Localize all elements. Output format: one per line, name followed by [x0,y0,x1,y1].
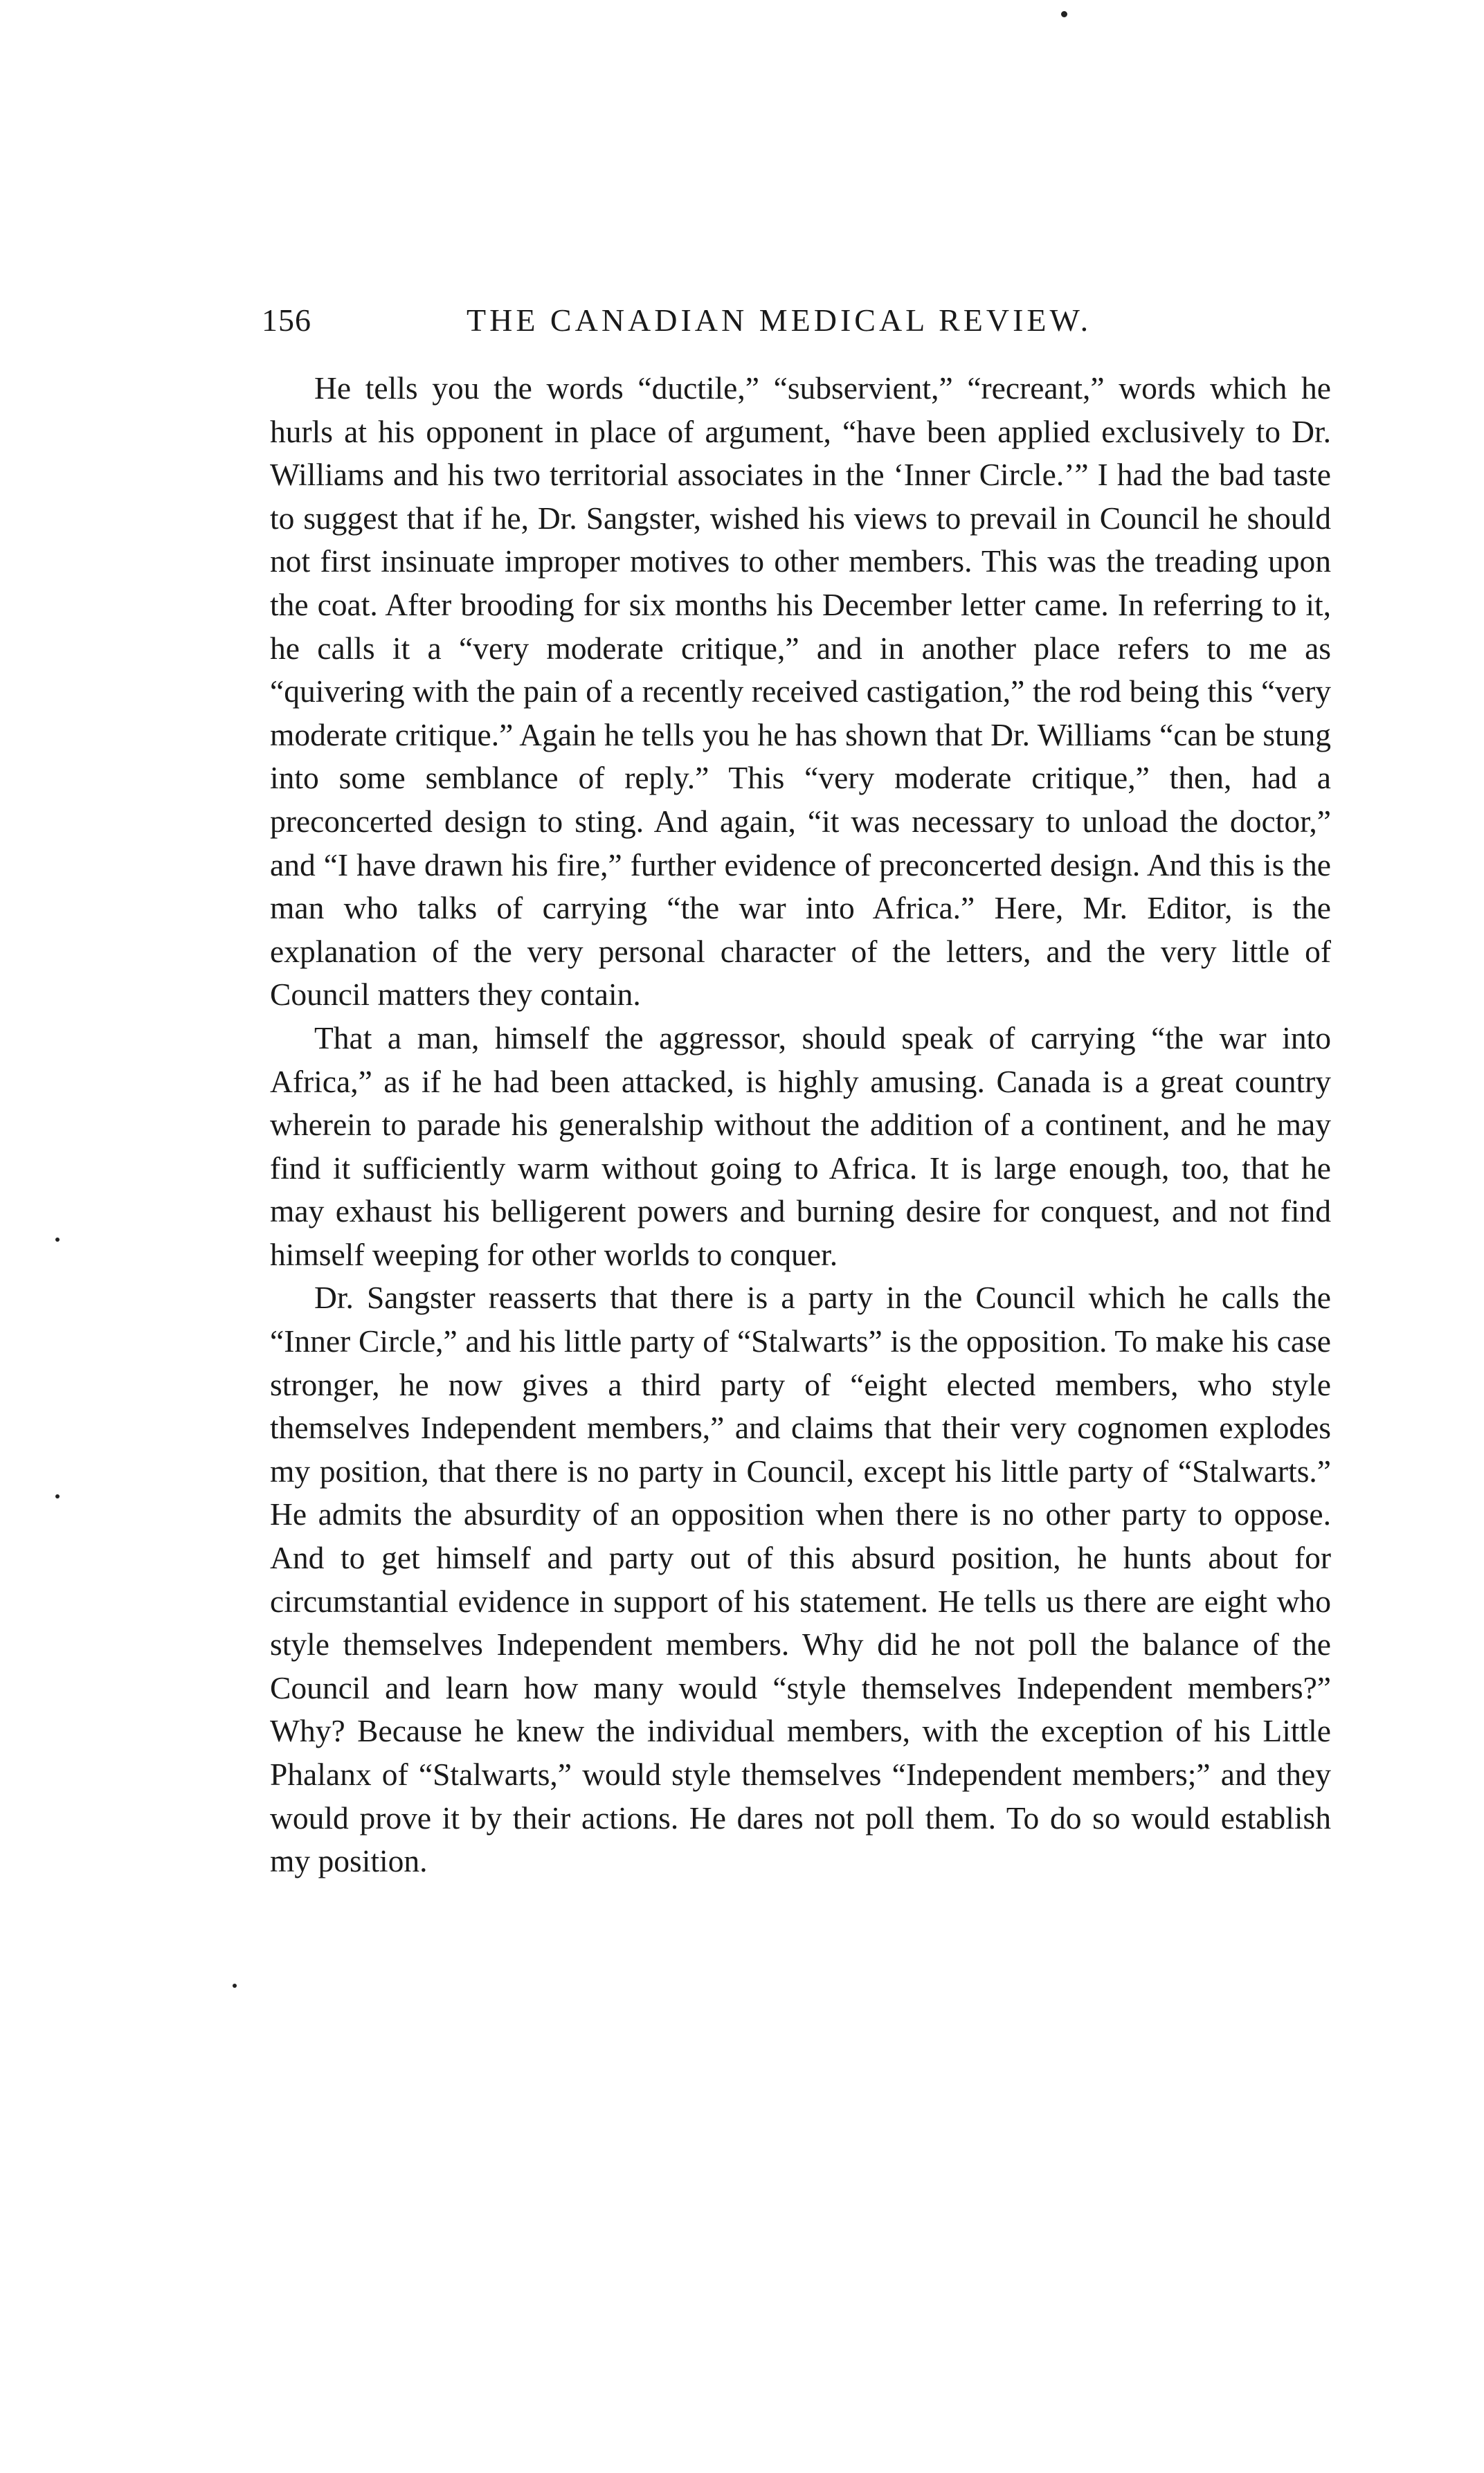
scan-speck [1061,11,1067,17]
article-body [270,367,1331,1883]
scan-speck [55,1238,60,1242]
paragraph-1: He tells you the words “ductile,” “subservient,” “recreant,” words which he hurls at his opponent in place of argument, “have been applied exclusively to Dr. Williams and his two territorial associates in the ‘Inner Circle.’” I had the bad taste to suggest that if he, Dr. Sangster, wished his views to prevail in Council he should not first insinuate improper motives to other members. This was the treading upon the coat. After brooding for six months his December letter came. In referring to it, he calls it a “very moderate critique,” and in another place refers to me as “quivering with the pain of a recently received castigation,” the rod being this “very moderate critique.” Again he tells you he has shown that Dr. Williams “can be stung into some semblance of reply.” This “very moderate critique,” then, had a preconcerted design to sting. And again, “it was necessary to unload the doctor,” and “I have drawn his fire,” further evidence of preconcerted design. And this is the man who talks of carrying “the war into Africa.” Here, Mr. Editor, is the explanation of the very personal character of the letters, and the very little of Council matters they contain. [270,370,1331,1013]
page-number: 156 [262,302,311,338]
paragraph-2: That a man, himself the aggressor, should speak of carrying “the war into Africa,” as if he had been attacked, is highly amusing. Canada is a great country wherein to parade his generalship without the addition of a continent, and he may find it sufficiently warm without going to Africa. It is large enough, too, that he may exhaust his belligerent powers and burning desire for conquest, and not find himself weeping for other worlds to conquer. [270,1020,1331,1272]
scan-speck [233,1984,237,1988]
scan-speck [55,1494,60,1498]
paragraph-3: Dr. Sangster reasserts that there is a party in the Council which he calls the “Inner Circle,” and his little party of “Stalwarts” is the opposition. To make his case stronger, he now gives a third party of “eight elected members, who style themselves Independent members,” and claims that their very cognomen explodes my position, that there is no party in Council, except his little party of “Stalwarts.” He admits the absurdity of an opposition when there is no other party to oppose. And to get himself and party out of this absurd position, he hunts about for circumstantial evidence in support of his statement. He tells us there are eight who style themselves Independent members. Why did he not poll the balance of the Council and learn how many would “style themselves Independent members?” Why? Because he knew the individual members, with the exception of his Little Phalanx of “Stalwarts,” would style themselves “Independent members;” and they would prove it by their actions. He dares not poll them. To do so would establish my position. [270,1280,1331,1879]
page-header [262,302,1196,343]
running-head: THE CANADIAN MEDICAL REVIEW. [467,302,1092,338]
